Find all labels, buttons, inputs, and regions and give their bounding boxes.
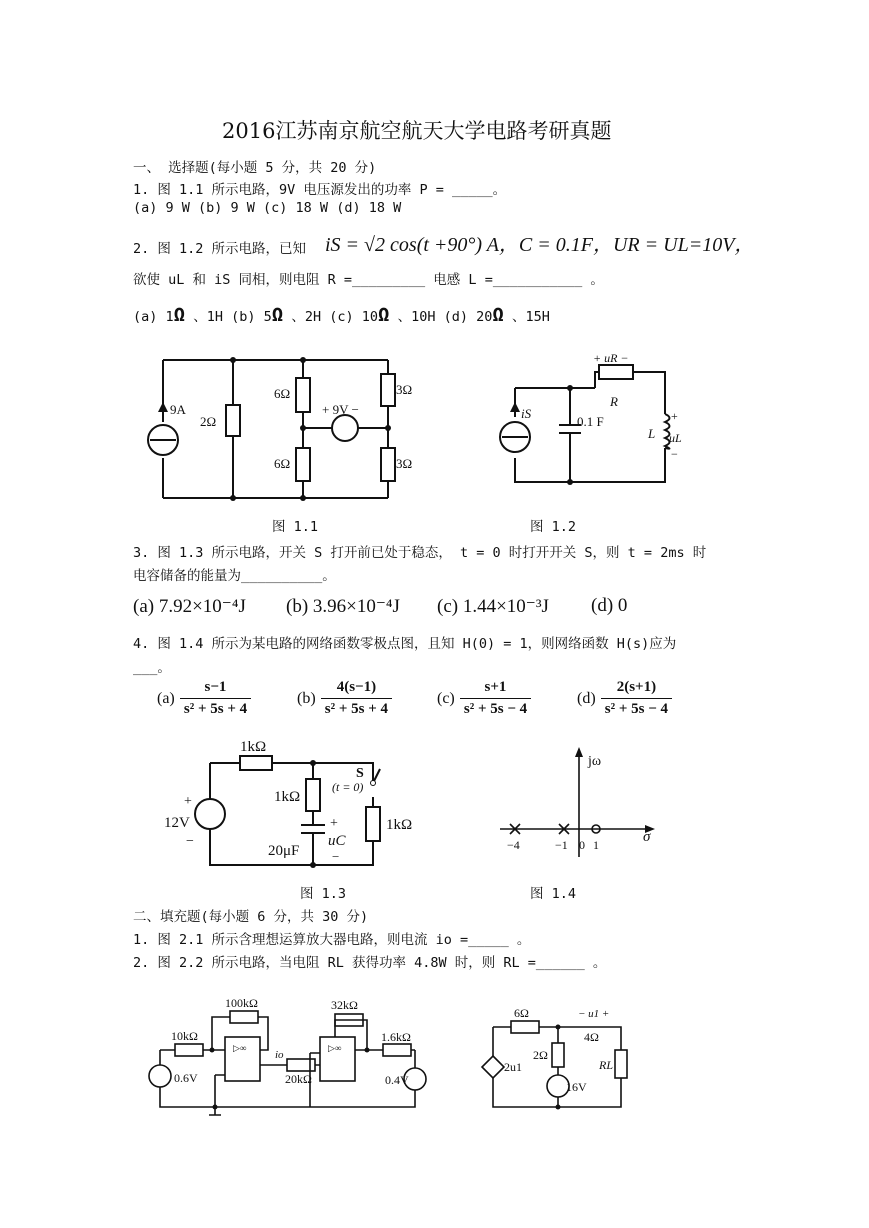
label-1k-right: 1kΩ — [386, 817, 413, 833]
q2-options — [133, 304, 550, 326]
q4-option-b: (b) $\frac{4(s-1)}{\text{s² + 5s + 4}}$ — [297, 679, 392, 718]
figure-2-1 — [145, 995, 445, 1125]
ohm-symbol: Ω — [492, 304, 504, 326]
q4-line2: ___。 — [133, 660, 171, 676]
label-2ohm: 2Ω — [533, 1048, 548, 1062]
label-cap: 0.1 F — [577, 414, 604, 429]
label-plus: + — [184, 794, 192, 809]
q2-opt-d: 、10H (d) 20 — [397, 309, 493, 325]
q3-option-b: (b) 3.96×10⁻⁴J — [286, 596, 400, 617]
label-1-6k: 1.6kΩ — [381, 1030, 411, 1044]
q3-line2: 电容储备的能量为__________。 — [133, 568, 336, 584]
label-m4: −4 — [507, 838, 520, 852]
label-16v: 16V — [566, 1080, 587, 1094]
label-1: 1 — [593, 838, 599, 852]
label-l: L — [648, 426, 656, 441]
label-t0: (t = 0) — [332, 780, 364, 794]
label-9a: 9A — [170, 402, 186, 417]
q3-option-a: (a) 7.92×10⁻⁴J — [133, 596, 246, 617]
figure-1-1 — [140, 350, 413, 510]
q2-opt-end: 、15H — [511, 309, 550, 325]
caption-fig-1-3: 图 1.3 — [300, 886, 347, 902]
label-3ohm-top: 3Ω — [396, 382, 413, 397]
opamp1-symbol: ▷∞ — [233, 1043, 247, 1053]
label-6ohm-top: 6Ω — [274, 386, 291, 401]
q3-option-d: (d) 0 — [591, 595, 628, 616]
label-ul-plus: + — [671, 409, 678, 423]
section1-heading: 一、 选择题(每小题 5 分，共 20 分) — [133, 160, 377, 176]
page-title: 2016江苏南京航空航天大学电路考研真题 — [222, 119, 612, 143]
label-m1: −1 — [555, 838, 568, 852]
label-ul-minus: − — [671, 447, 678, 461]
caption-fig-1-1: 图 1.1 — [272, 519, 319, 535]
label-s: S — [356, 766, 364, 781]
figure-1-2 — [495, 351, 695, 492]
q2-opt-b: 、1H (b) 5 — [193, 309, 272, 325]
q2-opt-a: (a) 1 — [133, 309, 174, 325]
label-0: 0 — [579, 838, 585, 852]
label-100k: 100kΩ — [225, 996, 258, 1010]
label-uc-plus: + — [330, 816, 338, 831]
label-12v: 12V — [164, 815, 190, 831]
q3-text: 3. 图 1.3 所示电路，开关 S 打开前已处于稳态， t = 0 时打开开关 S，则 t = 2ms 时 — [133, 545, 707, 561]
label-4ohm: 4Ω — [584, 1030, 599, 1044]
label-io: io — [275, 1049, 284, 1061]
label-32k: 32kΩ — [331, 998, 358, 1012]
q4-text: 4. 图 1.4 所示为某电路的网络函数零极点图，且知 H(0) = 1，则网络函数 H(s)应为 — [133, 636, 677, 652]
caption-fig-1-2: 图 1.2 — [530, 519, 577, 535]
label-ul: uL — [669, 431, 682, 445]
label-0-6v: 0.6V — [174, 1071, 198, 1085]
ohm-symbol: Ω — [378, 304, 390, 326]
label-ur: + uR − — [593, 351, 629, 365]
label-6ohm: 6Ω — [514, 1006, 529, 1020]
section2-heading: 二、填充题(每小题 6 分，共 30 分) — [133, 909, 369, 925]
figure-2-2 — [478, 1005, 638, 1115]
label-20uf: 20μF — [268, 843, 300, 859]
q1-text: 1. 图 1.1 所示电路，9V 电压源发出的功率 P = _____。 — [133, 182, 507, 198]
label-3ohm-bottom: 3Ω — [396, 456, 413, 471]
figure-1-4 — [495, 745, 675, 865]
label-9v: + 9V − — [322, 402, 359, 417]
q4-option-c: (c) $\frac{s+1}{\text{s² + 5s − 4}}$ — [437, 679, 531, 718]
label-minus: − — [186, 834, 194, 849]
s2-q2-text: 2. 图 2.2 所示电路，当电阻 RL 获得功率 4.8W 时，则 RL =______ 。 — [133, 955, 607, 971]
s2-q1-text: 1. 图 2.1 所示含理想运算放大器电路，则电流 io =_____ 。 — [133, 932, 531, 948]
label-is: iS — [521, 406, 532, 421]
label-r: R — [610, 394, 618, 409]
label-6ohm-bottom: 6Ω — [274, 456, 291, 471]
figure-1-3 — [160, 735, 420, 875]
q2-prefix: 2. 图 1.2 所示电路，已知 — [133, 241, 307, 257]
label-u1: − u1 + — [578, 1008, 610, 1020]
label-10k: 10kΩ — [171, 1029, 198, 1043]
q2-line2: 欲使 uL 和 iS 同相，则电阻 R =_________ 电感 L =___________ 。 — [133, 272, 604, 288]
ohm-symbol: Ω — [271, 304, 284, 326]
label-sigma: σ — [643, 829, 651, 845]
label-1k-mid: 1kΩ — [274, 789, 301, 805]
q4-option-a: (a) $\frac{s-1}{\text{s² + 5s + 4}}$ — [157, 679, 251, 718]
label-uc: uC — [328, 833, 346, 849]
q3-option-c: (c) 1.44×10⁻³J — [437, 596, 549, 617]
label-2u1: 2u1 — [504, 1060, 522, 1074]
label-1k-top: 1kΩ — [240, 739, 267, 755]
label-20k: 20kΩ — [285, 1072, 312, 1086]
q4-option-d: (d) $\frac{2(s+1)}{\text{s² + 5s − 4}}$ — [577, 679, 672, 718]
label-0-4v: 0.4V — [385, 1073, 409, 1087]
q2-opt-c: 、2H (c) 10 — [291, 309, 379, 325]
q1-options: (a) 9 W (b) 9 W (c) 18 W (d) 18 W — [133, 200, 402, 216]
ohm-symbol: Ω — [173, 304, 186, 326]
caption-fig-1-4: 图 1.4 — [530, 886, 577, 902]
q2-formula: iS = √2 cos(t +90°) A，C = 0.1F，UR = UL=10V， — [325, 234, 755, 256]
label-uc-minus: − — [332, 849, 340, 864]
label-jw: jω — [588, 754, 602, 769]
opamp2-symbol: ▷∞ — [328, 1043, 342, 1053]
label-2ohm: 2Ω — [200, 414, 217, 429]
label-rl: RL — [599, 1058, 614, 1072]
